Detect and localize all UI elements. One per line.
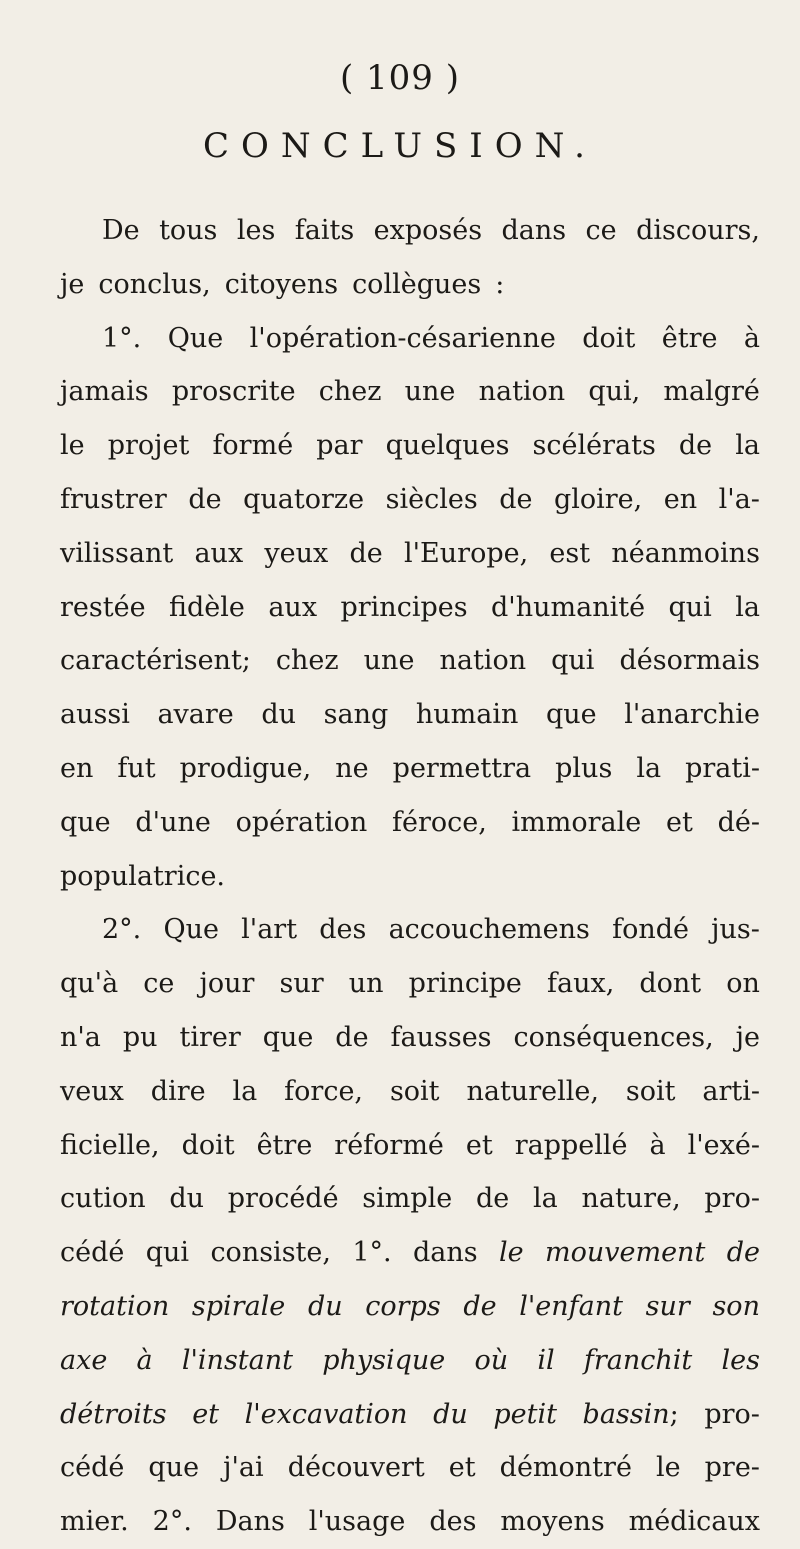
text-line [60, 527, 760, 581]
word: bassin; [582, 1398, 679, 1430]
text-line [60, 903, 760, 957]
word: prodigue, [179, 752, 312, 784]
word: en [663, 483, 698, 515]
word: scélérats [532, 430, 656, 462]
word: sang [323, 699, 389, 731]
word: ne [335, 752, 369, 784]
word: discours, [636, 215, 760, 246]
word: de [349, 537, 383, 569]
word: néanmoins [611, 537, 760, 569]
word: l'anarchie [624, 699, 760, 731]
word: le [60, 430, 85, 462]
word: consiste, [210, 1237, 331, 1269]
word: soit [625, 1075, 676, 1107]
word: je [735, 1021, 760, 1053]
word: la [735, 430, 760, 462]
word: permettra [392, 752, 532, 784]
word: formé [212, 430, 294, 462]
word: qui [145, 1237, 190, 1269]
word: quatorze [243, 483, 365, 515]
word: sur [645, 1290, 690, 1322]
word: féroce, [391, 806, 487, 838]
word: caractérisent; [60, 645, 251, 677]
text-line [60, 1388, 760, 1442]
word: l'excavation [244, 1398, 408, 1430]
word: avare [157, 699, 234, 731]
word: populatrice. [60, 860, 226, 892]
word: le [499, 1237, 524, 1269]
word: quelques [385, 430, 510, 462]
word: les [721, 1344, 760, 1376]
text-line [60, 1280, 760, 1334]
word: du [307, 1290, 343, 1322]
word: De [102, 215, 140, 246]
word: les [236, 215, 276, 246]
word: que [546, 699, 597, 731]
word: du [261, 699, 297, 731]
word: arti- [702, 1075, 760, 1107]
word: aux [268, 591, 318, 623]
word: à [743, 322, 760, 354]
word: : [495, 268, 505, 300]
word: le [655, 1452, 681, 1484]
word: du [169, 1183, 205, 1215]
word: par [316, 430, 363, 462]
text-line [60, 204, 760, 258]
word: être [256, 1129, 313, 1161]
word: pre- [704, 1452, 760, 1484]
word: qui [668, 591, 712, 623]
word: l'art [241, 914, 298, 946]
word: à [136, 1344, 153, 1376]
word: pro- [704, 1398, 760, 1430]
word: ce [585, 215, 617, 246]
word: dans [412, 1237, 478, 1269]
word: mouvement [545, 1237, 706, 1269]
word: de [726, 1237, 760, 1269]
word: de [499, 483, 533, 515]
word: exposés [373, 215, 483, 246]
word: malgré [663, 376, 760, 408]
word: dé- [717, 806, 760, 838]
word: il [537, 1344, 555, 1376]
word: l'instant [181, 1344, 293, 1376]
word: d'une [135, 806, 211, 838]
section-title: CONCLUSION. [202, 126, 597, 166]
word: l'Europe, [404, 537, 529, 569]
word: petit [493, 1398, 557, 1430]
word: 2°. [152, 1506, 192, 1538]
word: la [636, 752, 662, 784]
word: fidèle [169, 591, 245, 623]
word: en [60, 752, 94, 784]
word: est [549, 537, 591, 569]
word: de [463, 1290, 497, 1322]
word: rappellé [514, 1129, 628, 1161]
word: et [465, 1129, 493, 1161]
word: pu [122, 1021, 158, 1053]
word: Dans [215, 1506, 285, 1538]
word: procédé [227, 1183, 339, 1215]
word: de [335, 1021, 369, 1053]
word: des [429, 1506, 477, 1538]
word: jour [199, 968, 255, 1000]
word: principe [408, 968, 522, 1000]
word: dans [501, 215, 567, 246]
text-line [60, 473, 760, 527]
word: médicaux [628, 1506, 760, 1538]
text-line [60, 1011, 760, 1065]
word: siècles [385, 483, 478, 515]
word: ce [143, 968, 175, 1000]
text-line [60, 1065, 760, 1119]
word: rotation [60, 1290, 170, 1322]
word: spirale [191, 1290, 286, 1322]
word: conclus, [98, 268, 211, 300]
word: corps [365, 1290, 441, 1322]
word: jamais [60, 376, 149, 408]
text-line [60, 742, 760, 796]
word: de [188, 483, 222, 515]
word: franchit [583, 1344, 693, 1376]
word: opération [235, 806, 368, 838]
text-line [60, 850, 760, 904]
word: la [232, 1075, 258, 1107]
word: qu'à [60, 968, 119, 1000]
text-line [60, 365, 760, 419]
text-line [60, 796, 760, 850]
word: axe [60, 1344, 108, 1376]
word: vilissant [60, 537, 174, 569]
word: tous [159, 215, 218, 246]
word: désormais [619, 645, 760, 677]
text-line [60, 1119, 760, 1173]
text-line [60, 688, 760, 742]
word: sur [279, 968, 324, 1000]
word: naturelle, [466, 1075, 599, 1107]
text-line [60, 419, 760, 473]
word: proscrite [171, 376, 296, 408]
word: yeux [264, 537, 329, 569]
text-line [60, 312, 760, 366]
word: principes [340, 591, 468, 623]
word: aux [194, 537, 244, 569]
word: qui, [588, 376, 641, 408]
word: jus- [711, 914, 760, 946]
word: projet [107, 430, 190, 462]
word: son [712, 1290, 760, 1322]
text-line [60, 1495, 760, 1549]
word: et [666, 806, 693, 838]
word: une [404, 376, 456, 408]
word: la [533, 1183, 558, 1215]
word: frustrer [60, 483, 167, 515]
word: découvert [287, 1452, 425, 1484]
word: 2°. [102, 914, 142, 946]
word: faux, [546, 968, 615, 1000]
word: où [474, 1344, 509, 1376]
text-line [60, 1441, 760, 1495]
word: soit [389, 1075, 440, 1107]
word: dire [150, 1075, 206, 1107]
word: pro- [704, 1183, 760, 1215]
text-line [60, 634, 760, 688]
word: cédé [60, 1452, 125, 1484]
word: conséquences, [513, 1021, 714, 1053]
word: cédé [60, 1237, 125, 1269]
word: un [348, 968, 384, 1000]
word: prati- [685, 752, 760, 784]
word: fausses [390, 1021, 492, 1053]
page-number: ( 109 ) [339, 58, 461, 98]
word: dont [639, 968, 702, 1000]
word: nation [439, 645, 527, 677]
word: démontré [499, 1452, 632, 1484]
word: chez [275, 645, 339, 677]
word: 1°. [352, 1237, 392, 1269]
word: aussi [60, 699, 130, 731]
word: que [262, 1021, 314, 1053]
word: faits [294, 215, 355, 246]
word: qui [551, 645, 595, 677]
word: Que [167, 322, 224, 354]
word: tirer [179, 1021, 241, 1053]
word: fut [117, 752, 156, 784]
word: doit [181, 1129, 235, 1161]
word: 1°. [102, 322, 142, 354]
word: réformé [334, 1129, 444, 1161]
word: on [726, 968, 760, 1000]
word: de [476, 1183, 510, 1215]
word: et [448, 1452, 476, 1484]
word: l'usage [308, 1506, 406, 1538]
word: que [60, 806, 111, 838]
word: doit [582, 322, 636, 354]
word: l'exé- [687, 1129, 760, 1161]
text-line [60, 581, 760, 635]
text-line [60, 957, 760, 1011]
text-line [60, 1172, 760, 1226]
word: de [678, 430, 713, 462]
text-line [60, 1226, 760, 1280]
word: cution [60, 1183, 146, 1215]
word: être [661, 322, 718, 354]
word: citoyens [224, 268, 339, 300]
word: l'enfant [519, 1290, 624, 1322]
text-line [60, 1334, 760, 1388]
word: moyens [500, 1506, 605, 1538]
word: la [735, 591, 760, 623]
word: je [60, 268, 85, 300]
word: du [433, 1398, 468, 1430]
word: nation [478, 376, 566, 408]
word: l'a- [718, 483, 760, 515]
word: une [363, 645, 415, 677]
word: ficielle, [60, 1129, 160, 1161]
word: l'opération-césarienne [249, 322, 556, 354]
word: détroits [60, 1398, 167, 1430]
word: mier. [60, 1506, 129, 1538]
word: humain [415, 699, 519, 731]
word: immorale [511, 806, 642, 838]
word: simple [362, 1183, 453, 1215]
word: physique [322, 1344, 446, 1376]
word: nature, [581, 1183, 681, 1215]
word: restée [60, 591, 146, 623]
word: fondé [612, 914, 689, 946]
word: collègues [352, 268, 482, 300]
word: chez [318, 376, 382, 408]
word: des [319, 914, 367, 946]
body-text [60, 204, 760, 1549]
word: veux [60, 1075, 124, 1107]
word: d'humanité [491, 591, 646, 623]
word: Que [163, 914, 219, 946]
word: gloire, [553, 483, 643, 515]
word: que [148, 1452, 200, 1484]
word: plus [555, 752, 613, 784]
word: accouchemens [388, 914, 590, 946]
word: j'ai [223, 1452, 264, 1484]
word: à [649, 1129, 666, 1161]
word: n'a [60, 1021, 101, 1053]
word: force, [284, 1075, 364, 1107]
text-line [60, 258, 760, 312]
word: et [192, 1398, 220, 1430]
